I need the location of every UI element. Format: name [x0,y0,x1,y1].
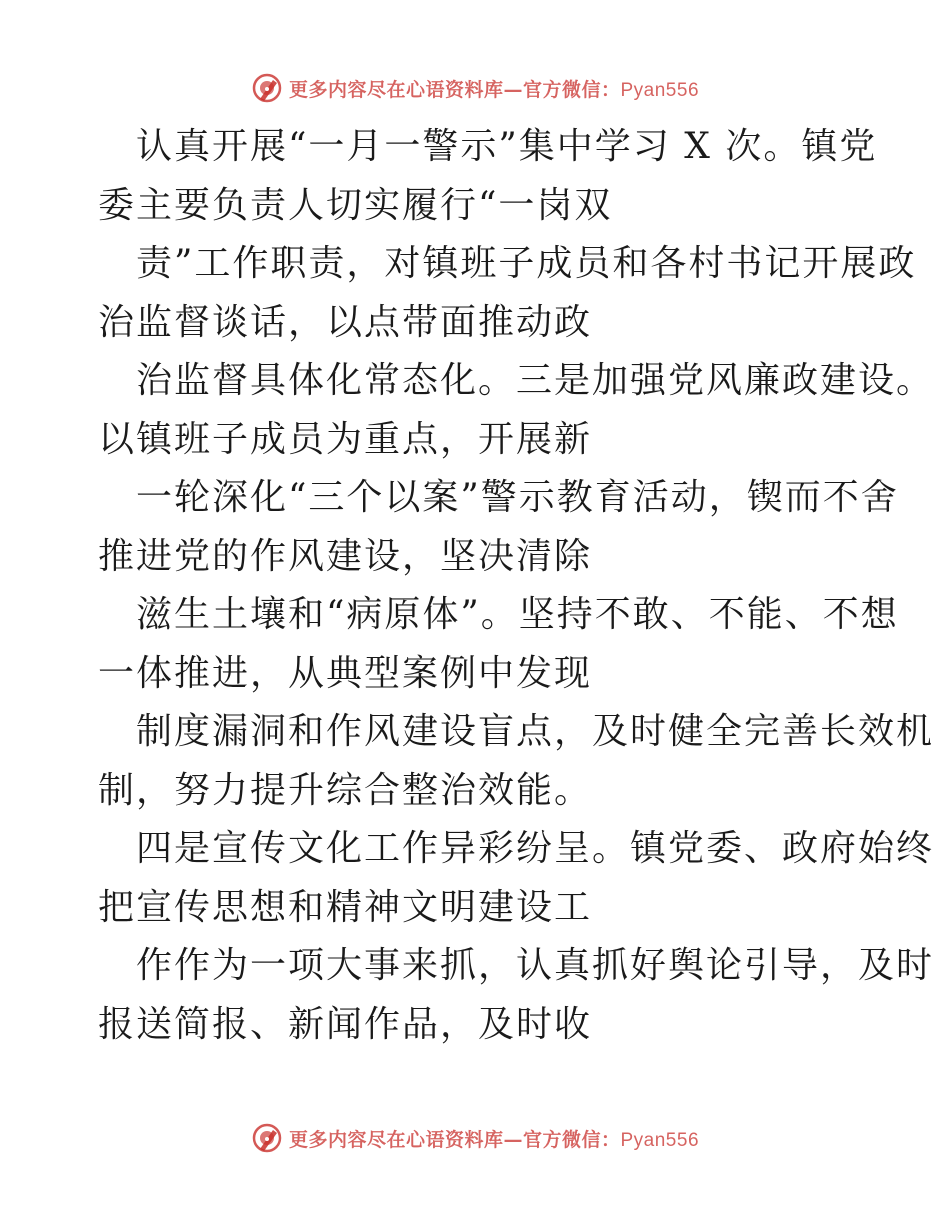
banner-wechat-id: Pyan556 [620,79,700,101]
text-line: 治监督谈话，以点带面推动政 [98,301,593,343]
text-line: 以镇班子成员为重点，开展新 [98,418,593,460]
document-body [98,118,935,1054]
banner-text: 更多内容尽在心语资料库—官方微信：Pyan556 [288,78,700,101]
banner-text: 更多内容尽在心语资料库—官方微信：Pyan556 [288,1128,700,1151]
pen-nib-logo-icon [251,1122,283,1154]
text-line: 委主要负责人切实履行“一岗双 [98,184,613,226]
pen-nib-logo-icon [251,72,283,104]
text-line: 制，努力提升综合整治效能。 [98,769,593,811]
banner-wechat-id: Pyan556 [620,1129,700,1151]
text-line: 推进党的作风建设，坚决清除 [98,535,593,577]
text-line: 制度漏洞和作风建设盲点，及时健全完善长效机 [136,711,935,752]
text-line: 一体推进，从典型案例中发现 [98,652,593,694]
text-line: 把宣传思想和精神文明建设工 [98,886,593,928]
page-header-banner [0,72,950,104]
text-line: 认真开展“一月一警示”集中学习 X 次。镇党 [136,126,878,167]
text-line: 责”工作职责，对镇班子成员和各村书记开展政 [136,243,917,284]
text-line: 四是宣传文化工作异彩纷呈。镇党委、政府始终 [136,828,935,869]
text-line: 报送简报、新闻作品，及时收 [98,1003,593,1045]
text-line: 治监督具体化常态化。三是加强党风廉政建设。 [136,360,935,401]
text-line: 一轮深化“三个以案”警示教育活动，锲而不舍 [136,477,899,518]
text-line: 作作为一项大事来抓，认真抓好舆论引导，及时 [136,945,935,986]
text-line: 滋生土壤和“病原体”。坚持不敢、不能、不想 [136,594,899,635]
page-footer-banner [0,1122,950,1154]
